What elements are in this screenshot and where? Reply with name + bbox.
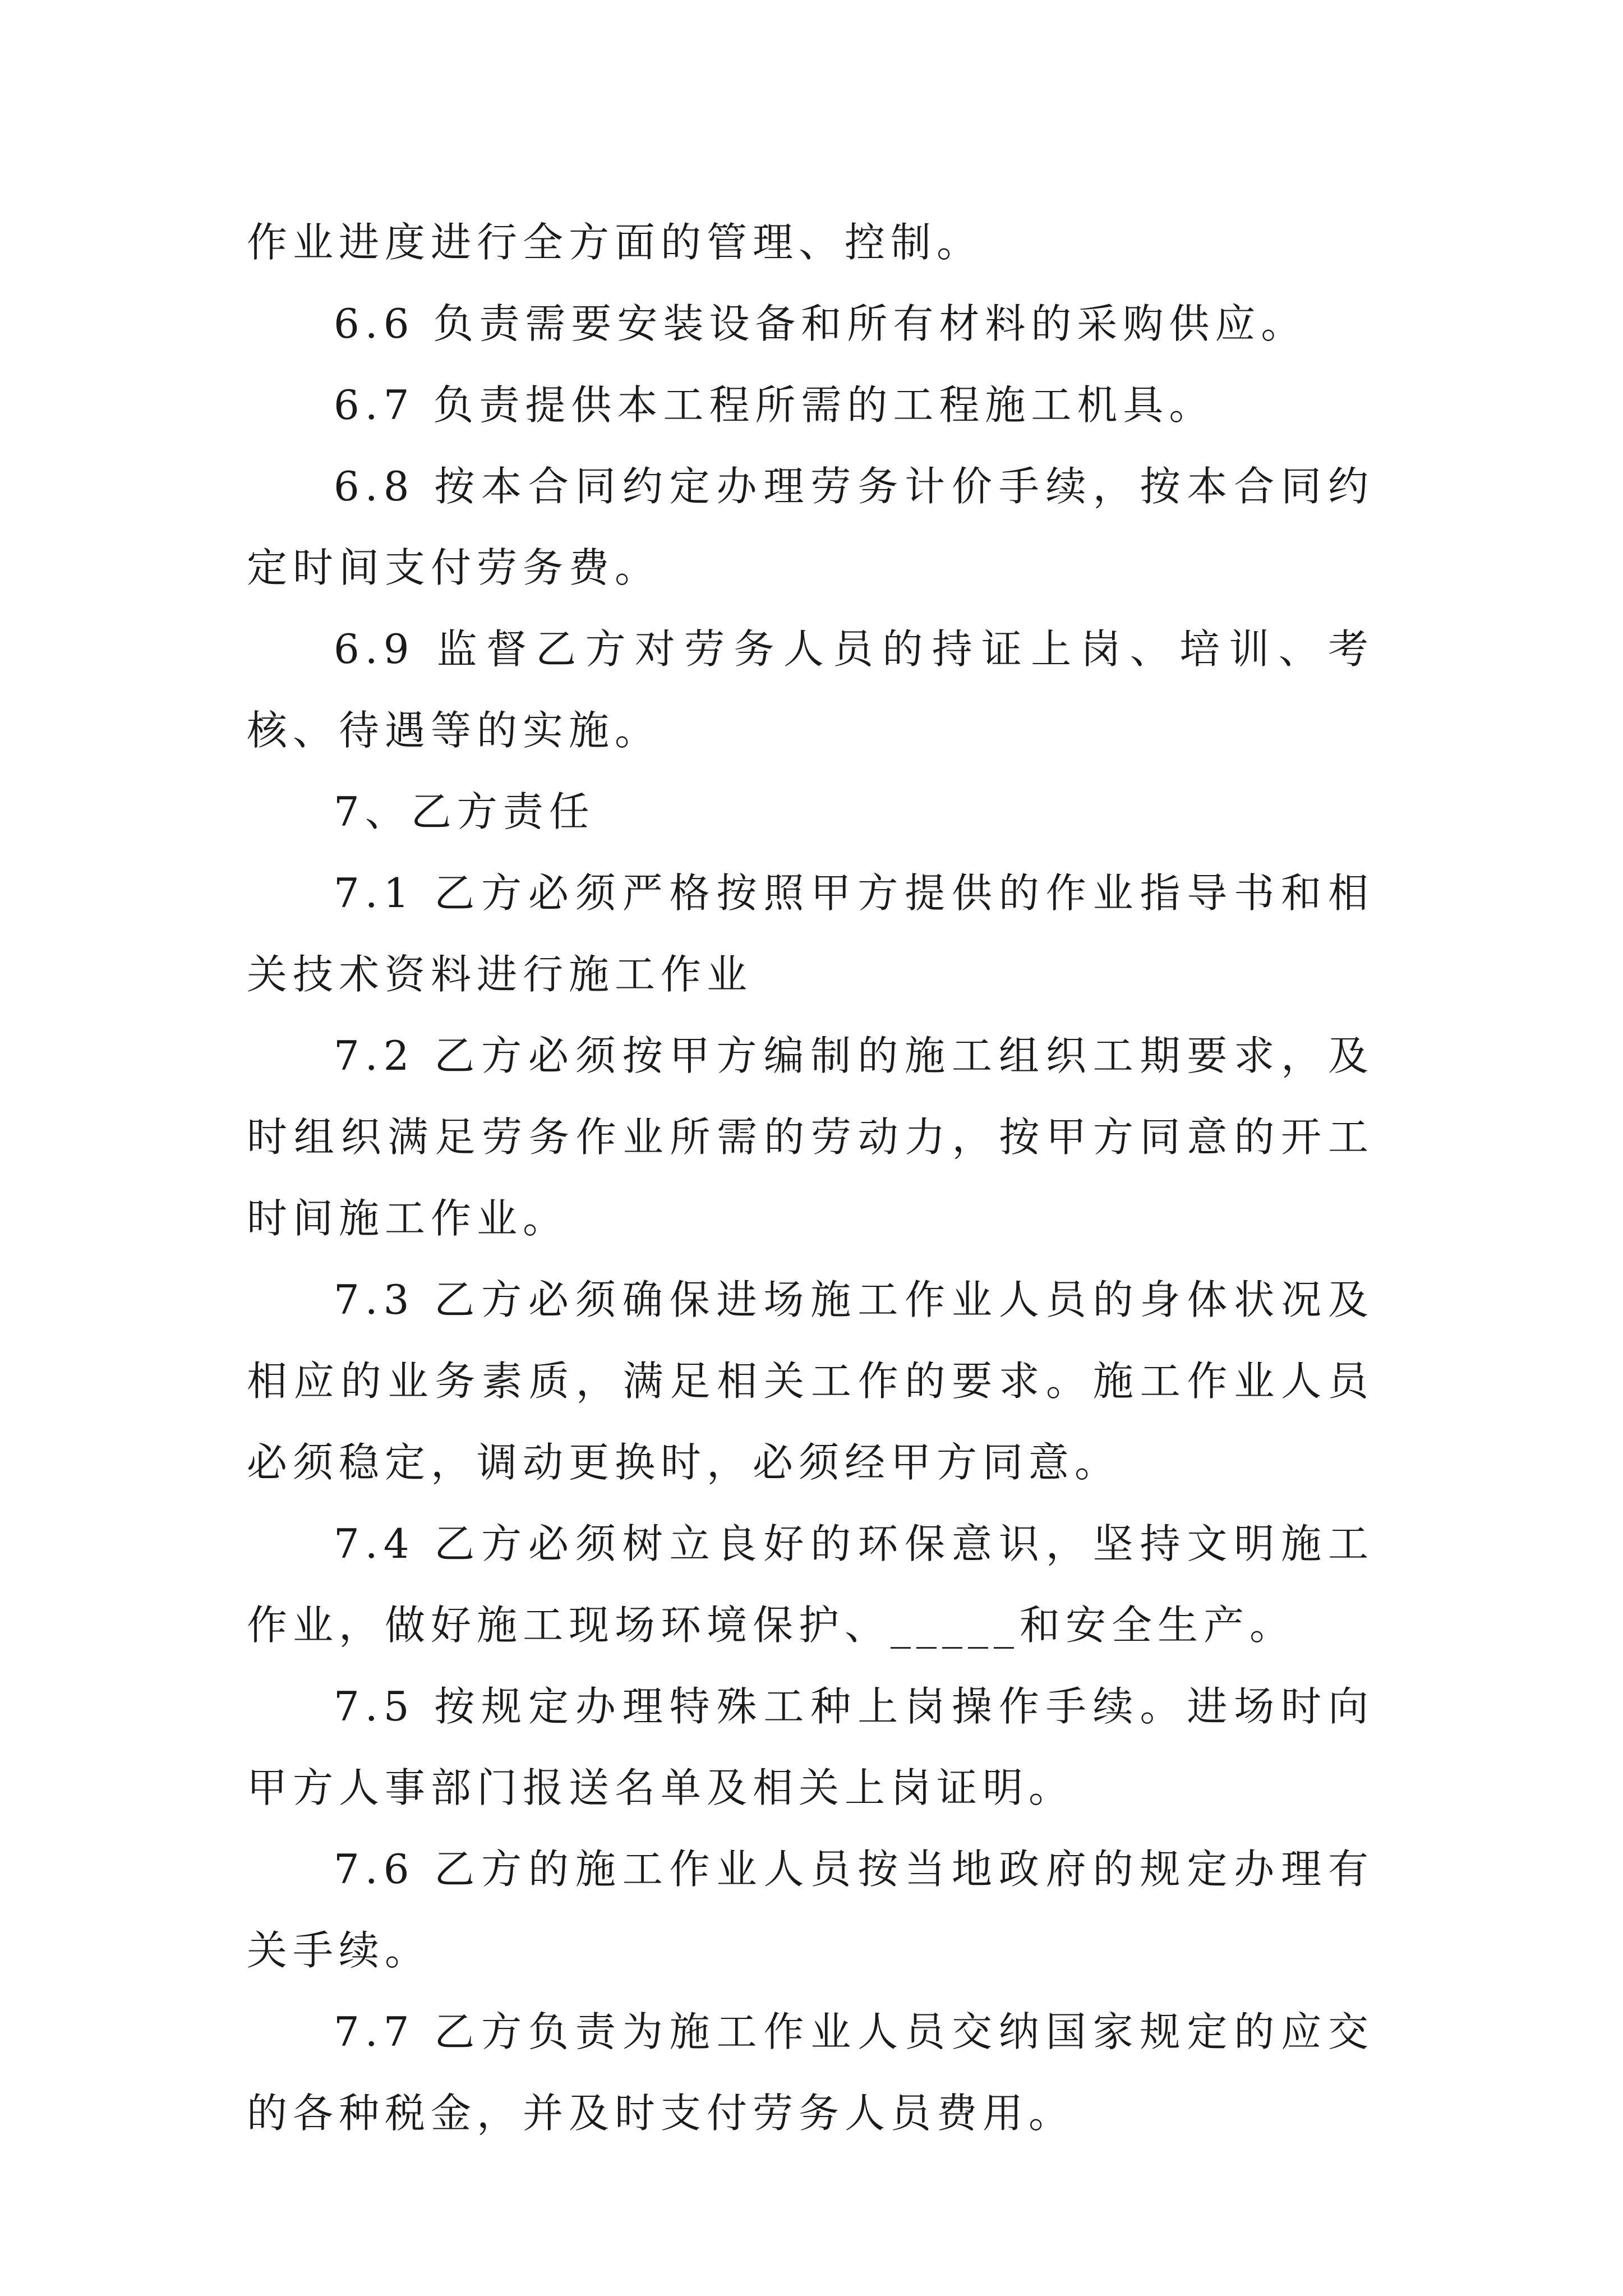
document-body xyxy=(247,202,1374,2154)
paragraph: 7.6 乙方的施工作业人员按当地政府的规定办理有关手续。 xyxy=(247,1846,1374,1974)
paragraph: 6.8 按本合同约定办理劳务计价手续，按本合同约定时间支付劳务费。 xyxy=(247,463,1374,591)
paragraph: 作业进度进行全方面的管理、控制。 xyxy=(247,219,983,266)
section-heading: 7、乙方责任 xyxy=(334,788,595,835)
paragraph: 6.9 监督乙方对劳务人员的持证上岗、培训、考核、待遇等的实施。 xyxy=(247,625,1374,754)
paragraph: 7.4 乙方必须树立良好的环保意识，坚持文明施工作业，做好施工现场环境保护、_____和安全生产。 xyxy=(247,1520,1374,1649)
paragraph: 6.6 负责需要安装设备和所有材料的采购供应。 xyxy=(334,300,1307,347)
paragraph: 7.3 乙方必须确保进场施工作业人员的身体状况及相应的业务素质，满足相关工作的要求。施工作业人员必须稳定，调动更换时，必须经甲方同意。 xyxy=(247,1276,1374,1486)
paragraph: 7.5 按规定办理特殊工种上岗操作手续。进场时向甲方人事部门报送名单及相关上岗证明。 xyxy=(247,1683,1374,1811)
paragraph: 7.2 乙方必须按甲方编制的施工组织工期要求，及时组织满足劳务作业所需的劳动力，按甲方同意的开工时间施工作业。 xyxy=(247,1032,1374,1242)
paragraph: 6.7 负责提供本工程所需的工程施工机具。 xyxy=(334,381,1215,429)
paragraph: 7.1 乙方必须严格按照甲方提供的作业指导书和相关技术资料进行施工作业 xyxy=(247,869,1374,998)
paragraph: 7.7 乙方负责为施工作业人员交纳国家规定的应交的各种税金，并及时支付劳务人员费用。 xyxy=(247,2008,1374,2137)
